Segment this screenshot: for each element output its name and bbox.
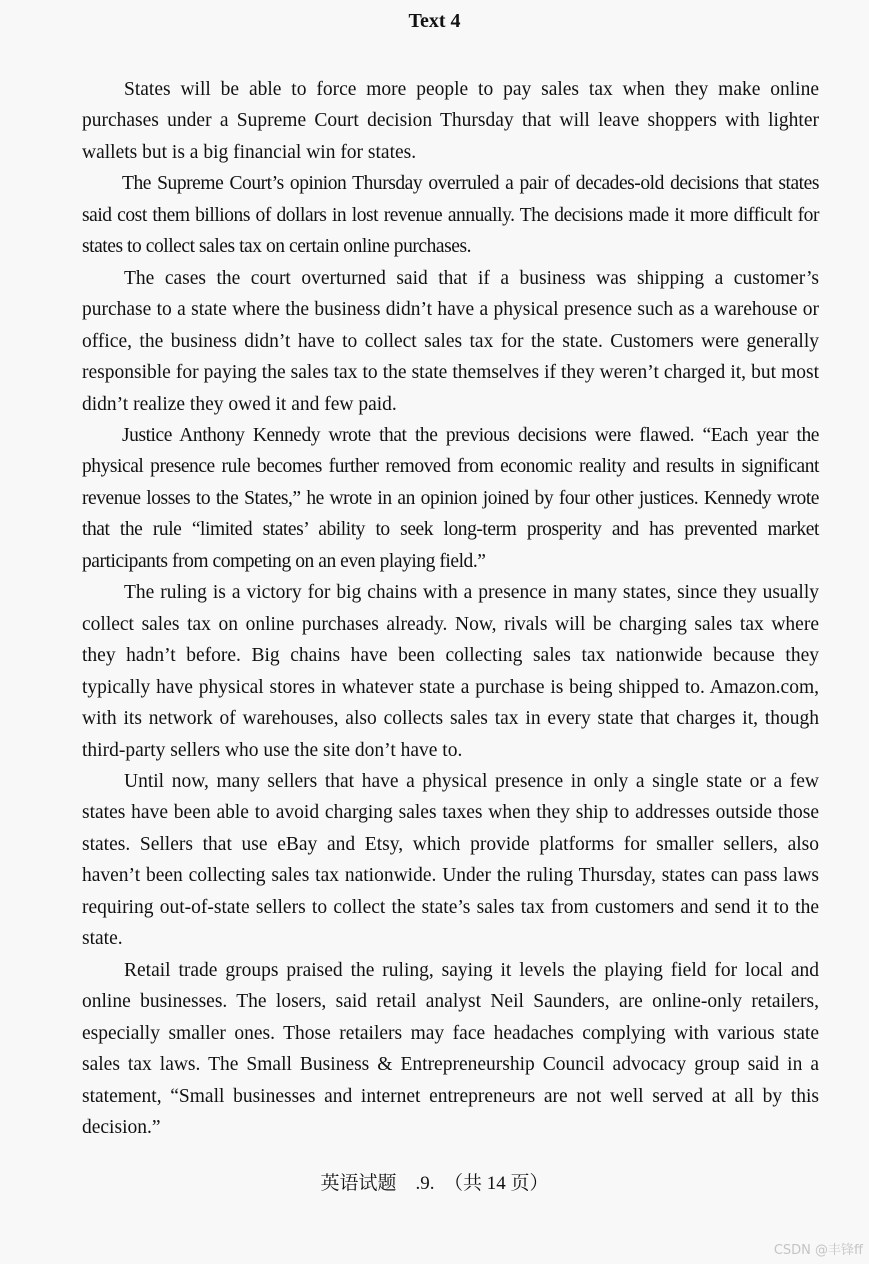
page-footer: 英语试题 .9. （共 14 页） [320, 1173, 549, 1194]
paragraph-6: Until now, many sellers that have a physical presence in only a single state or a few states have been able to avoid charging sales taxes when they ship to addresses outside those states. Sellers that use eBay and Etsy, which provide platforms for smaller sellers, also haven’t been collecting sales tax nationwide. Under the ruling Thursday, states can pass laws requiring out-of-state sellers to collect the state’s sales tax from customers and send it to the state. [82, 770, 819, 950]
paragraph-5: The ruling is a victory for big chains with a presence in many states, since they usually collect sales tax on online purchases already. Now, rivals will be charging sales tax where they hadn’t before. Big chains have been collecting sales tax nationwide because they typically have physical stores in whatever state a purchase is being shipped to. Amazon.com, with its network of warehouses, also collects sales tax in every state that charges it, though third-party sellers who use the site don’t have to. [82, 582, 819, 761]
paragraph-4: Justice Anthony Kennedy wrote that the previous decisions were flawed. “Each year the physical presence rule becomes further removed from economic reality and results in significant revenue losses to the States,” he wrote in an opinion joined by four other justices. Kennedy wrote that the rule “limited states’ ability to seek long-term prosperity and has prevented market participants from competing on an even playing field.” [82, 424, 819, 572]
paragraph-3: The cases the court overturned said that if a business was shipping a customer’s purchase to a state where the business didn’t have a physical presence such as a warehouse or office, the business didn’t have to collect sales tax for the state. Customers were generally responsible for paying the sales tax to the state themselves if they weren’t charged it, but most didn’t realize they owed it and few paid. [82, 267, 819, 415]
page-title: Text 4 [408, 10, 461, 32]
paragraph-1: States will be able to force more people to pay sales tax when they make online purchases under a Supreme Court decision Thursday that will leave shoppers with lighter wallets but is a big financial win for states. [82, 79, 819, 163]
paragraph-7: Retail trade groups praised the ruling, saying it levels the playing field for local and online businesses. The losers, said retail analyst Neil Saunders, are online-only retailers, especially smaller ones. Those retailers may face headaches complying with various state sales tax laws. The Small Business & Entrepreneurship Council advocacy group said in a statement, “Small businesses and internet entrepreneurs are not well served at all by this decision.” [82, 959, 819, 1138]
watermark: CSDN @丰锋ff [773, 1243, 863, 1258]
paragraph-2: The Supreme Court’s opinion Thursday overruled a pair of decades-old decisions that states said cost them billions of dollars in lost revenue annually. The decisions made it more difficult for states to collect sales tax on certain online purchases. [82, 173, 819, 258]
article-body [82, 74, 819, 1143]
